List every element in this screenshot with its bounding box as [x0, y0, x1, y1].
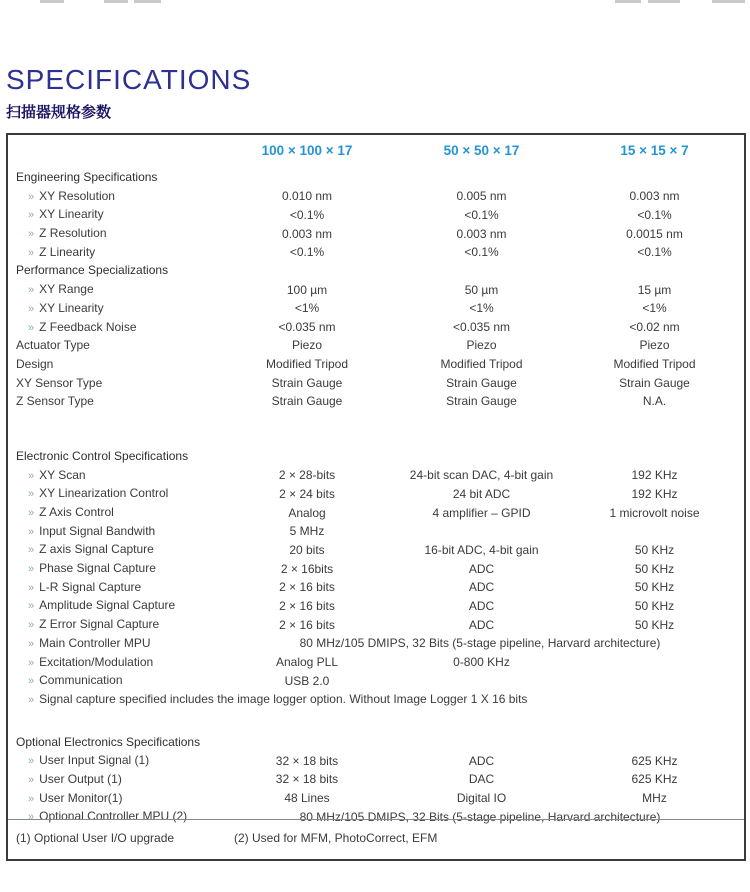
table-row — [8, 596, 744, 615]
cutoff-text-fragment — [134, 0, 161, 3]
spec-row-label: » Z Error Signal Capture — [28, 617, 160, 632]
bullet-icon: » — [28, 792, 35, 805]
table-row — [8, 522, 744, 541]
spec-value-cell: <0.035 nm — [278, 320, 336, 334]
spec-value-cell: DAC — [468, 772, 495, 787]
table-row — [8, 634, 744, 653]
column-header-15x15x7: 15 × 15 × 7 — [620, 143, 689, 158]
spec-value-cell: Piezo — [291, 338, 323, 353]
spec-row-label: » User Output (1) — [28, 771, 122, 786]
table-footnotes-row — [8, 819, 744, 859]
bullet-icon: » — [28, 637, 35, 650]
table-body — [8, 168, 744, 826]
spec-value-cell: <0.02 nm — [629, 320, 680, 334]
section-header-label: Engineering Specifications — [16, 170, 158, 184]
specifications-table — [6, 133, 746, 861]
section-header-label: Optional Electronics Specifications — [16, 734, 201, 749]
spec-value-cell: Strain Gauge — [446, 375, 517, 390]
spec-value-cell: 50 KHz — [634, 580, 675, 595]
spec-value-cell: Analog — [288, 505, 326, 520]
section-header-row — [8, 447, 744, 466]
table-row — [8, 299, 744, 318]
spec-value-cell: 50 KHz — [634, 598, 675, 613]
spec-value-cell: 2 × 24 bits — [279, 486, 335, 501]
spec-value-cell: 0.003 nm — [629, 189, 680, 204]
table-row — [8, 280, 744, 299]
spec-value-cell: 50 KHz — [634, 617, 675, 632]
spec-value-cell: <0.1% — [637, 245, 672, 260]
section-header-row — [8, 168, 744, 187]
table-row — [8, 770, 744, 789]
bullet-icon: » — [28, 656, 35, 669]
bullet-icon: » — [28, 811, 35, 824]
bullet-icon: » — [28, 619, 35, 632]
table-row — [8, 653, 744, 672]
bullet-icon: » — [28, 581, 35, 594]
bullet-icon: » — [28, 755, 35, 768]
table-row — [8, 578, 744, 597]
spec-row-label: Actuator Type — [16, 338, 90, 353]
footnote-1: (1) Optional User I/O upgrade — [16, 831, 175, 845]
spec-value-cell: 1 microvolt noise — [609, 505, 700, 520]
spec-value-cell: Digital IO — [456, 791, 507, 806]
bullet-icon: » — [28, 563, 35, 576]
table-row — [8, 224, 744, 243]
spec-row-label: Z Sensor Type — [16, 394, 94, 409]
spec-value-cell: <0.1% — [637, 207, 672, 222]
spec-value-cell: 48 Lines — [284, 791, 330, 806]
section-header-label: Electronic Control Specifications — [16, 448, 189, 463]
spec-row-label: » Z Resolution — [28, 226, 107, 241]
spec-value-cell: <1% — [642, 301, 667, 316]
spec-row-label: » Z axis Signal Capture — [28, 542, 154, 557]
section-header-row — [8, 261, 744, 280]
cutoff-text-fragment — [712, 0, 745, 3]
bullet-icon: » — [28, 544, 35, 557]
bullet-icon: » — [28, 693, 35, 706]
bullet-icon: » — [28, 284, 35, 297]
spec-value-cell: ADC — [468, 598, 495, 613]
spec-value-cell: 0.003 nm — [281, 226, 333, 241]
spec-value-cell: <0.1% — [289, 207, 325, 222]
table-row — [8, 671, 744, 690]
spec-value-cell: 50 µm — [464, 282, 499, 297]
page-title: SPECIFICATIONS — [6, 64, 252, 95]
spec-row-label: » Input Signal Bandwith — [28, 523, 156, 538]
spec-value-cell: 20 bits — [289, 542, 325, 557]
table-row — [8, 318, 744, 337]
table-row — [8, 466, 744, 485]
spec-row-label: » Z Linearity — [28, 244, 96, 259]
spec-value-cell: 0.010 nm — [281, 189, 333, 204]
table-row — [8, 615, 744, 634]
spec-value-cell: 32 × 18 bits — [275, 753, 339, 768]
spec-value-cell: 24 bit ADC — [452, 486, 511, 501]
spec-row-label: » XY Linearization Control — [28, 486, 169, 501]
spec-value-cell: <0.1% — [464, 245, 499, 260]
spec-value-cell: 2 × 16 bits — [279, 580, 335, 595]
spec-value-cell: N.A. — [642, 394, 667, 409]
spec-value-cell: Modified Tripod — [613, 356, 696, 371]
spec-row-label: Design — [16, 356, 54, 371]
table-row — [8, 205, 744, 224]
spec-value-cell: Modified Tripod — [265, 356, 349, 371]
section-gap — [8, 411, 744, 447]
label-column-header — [8, 143, 220, 163]
spec-value-cell: 15 µm — [637, 282, 672, 297]
spec-value-cell: 0.005 nm — [456, 189, 507, 204]
spec-value-cell: Strain Gauge — [446, 394, 517, 409]
table-row — [8, 243, 744, 262]
table-row — [8, 336, 744, 355]
table-row — [8, 484, 744, 503]
table-header-row — [8, 135, 744, 163]
column-header-50x50x17: 50 × 50 × 17 — [443, 143, 520, 158]
spec-value-cell: Piezo — [639, 338, 670, 353]
spec-row-label: » Z Axis Control — [28, 505, 114, 519]
footnote-2: (2) Used for MFM, PhotoCorrect, EFM — [234, 831, 438, 845]
spec-value-cell: 2 × 16bits — [280, 561, 334, 576]
spec-row-label: » Communication — [28, 673, 123, 688]
bullet-icon: » — [28, 675, 35, 688]
spec-value-cell: 5 MHz — [289, 524, 325, 539]
spec-value-cell: ADC — [468, 561, 495, 576]
page-subtitle-chinese: 扫描器规格参数 — [6, 104, 112, 121]
spec-value-cell: 2 × 16 bits — [279, 617, 335, 632]
spec-value-cell: 192 KHz — [631, 468, 678, 483]
spec-value-cell: 50 KHz — [634, 561, 675, 576]
spec-row-label: » XY Linearity — [28, 300, 104, 315]
spec-row-label: » Amplitude Signal Capture — [28, 598, 176, 613]
cutoff-text-fragment — [615, 0, 641, 3]
bullet-icon: » — [28, 246, 35, 259]
spec-row-label: » XY Resolution — [28, 188, 115, 203]
spec-value-cell: 2 × 16 bits — [279, 598, 335, 613]
spec-value-spanning: 80 MHz/105 DMIPS, 32 Bits (5-stage pipeline, Harvard architecture) — [299, 636, 661, 651]
column-header-100x100x17: 100 × 100 × 17 — [261, 143, 353, 158]
bullet-icon: » — [28, 228, 35, 241]
spec-row-label: XY Sensor Type — [16, 375, 103, 390]
spec-value-cell: ADC — [468, 617, 495, 632]
spec-value-cell: 4 amplifier – GPID — [432, 505, 531, 520]
bullet-icon: » — [28, 209, 35, 222]
spec-value-cell: Strain Gauge — [271, 375, 343, 390]
spec-row-label: » Optional Controller MPU (2) — [28, 809, 188, 824]
spec-value-cell: <0.035 nm — [452, 320, 511, 334]
spec-value-cell: Analog PLL — [275, 655, 339, 669]
spec-row-label: » XY Scan — [28, 467, 86, 482]
note-text: » Signal capture specified includes the image logger option. Without Image Logger 1 X 16 bits — [28, 691, 528, 706]
spec-value-cell: Strain Gauge — [271, 394, 343, 409]
spec-row-label: » Main Controller MPU — [28, 635, 151, 650]
bullet-icon: » — [28, 525, 35, 538]
spec-value-cell: <1% — [294, 301, 320, 316]
spec-value-cell: 0.0015 nm — [626, 226, 683, 241]
spec-row-label: » User Input Signal (1) — [28, 753, 150, 768]
spec-value-cell: 24-bit scan DAC, 4-bit gain — [409, 468, 554, 483]
table-row — [8, 540, 744, 559]
spec-value-cell: Piezo — [466, 338, 497, 353]
spec-value-cell: ADC — [468, 753, 495, 768]
spec-row-label: » User Monitor(1) — [28, 790, 123, 805]
section-gap — [8, 709, 744, 733]
table-note-row — [8, 690, 744, 709]
spec-value-spanning: 80 MHz/105 DMIPS, 32 Bits (5-stage pipeline, Harvard architecture) — [299, 809, 661, 824]
spec-value-cell: <0.1% — [464, 207, 499, 222]
spec-row-label: » Z Feedback Noise — [28, 319, 137, 334]
table-row — [8, 751, 744, 770]
bullet-icon: » — [28, 600, 35, 613]
spec-value-cell: 32 × 18 bits — [275, 772, 339, 787]
spec-value-cell: 50 KHz — [634, 542, 675, 557]
spec-row-label: » Excitation/Modulation — [28, 654, 154, 669]
spec-value-cell: <0.1% — [289, 245, 325, 260]
spec-value-cell: MHz — [642, 791, 667, 806]
bullet-icon: » — [28, 302, 35, 315]
table-row — [8, 392, 744, 411]
section-header-row — [8, 733, 744, 752]
table-row — [8, 503, 744, 522]
cutoff-text-fragment — [648, 0, 680, 3]
bullet-icon: » — [28, 190, 35, 203]
spec-value-cell: Strain Gauge — [619, 375, 690, 390]
spec-row-label: » L-R Signal Capture — [28, 579, 142, 594]
spec-value-cell: 100 µm — [286, 282, 328, 297]
table-row — [8, 355, 744, 374]
spec-row-label: » XY Range — [28, 282, 94, 297]
bullet-icon: » — [28, 507, 35, 519]
spec-value-cell: 16-bit ADC, 4-bit gain — [424, 542, 539, 557]
bullet-icon: » — [28, 321, 35, 334]
spec-row-label: » Phase Signal Capture — [28, 561, 156, 576]
table-row — [8, 374, 744, 393]
bullet-icon: » — [28, 488, 35, 501]
table-row — [8, 187, 744, 206]
bullet-icon: » — [28, 773, 35, 786]
spec-value-cell: Modified Tripod — [440, 356, 523, 371]
spec-value-cell: USB 2.0 — [284, 673, 330, 688]
spec-value-cell: 625 KHz — [631, 772, 678, 787]
bullet-icon: » — [28, 469, 35, 482]
cutoff-text-fragment — [104, 0, 128, 3]
spec-value-cell: 2 × 28-bits — [278, 468, 336, 483]
table-row — [8, 789, 744, 808]
spec-value-cell: <1% — [469, 301, 494, 316]
spec-value-cell: 0-800 KHz — [453, 655, 510, 669]
spec-value-cell: 625 KHz — [631, 753, 678, 768]
section-header-label: Performance Specializations — [16, 263, 169, 278]
spec-value-cell: 192 KHz — [631, 486, 678, 501]
spec-row-label: » XY Linearity — [28, 207, 104, 222]
spec-value-cell: ADC — [468, 580, 495, 595]
spec-value-cell: 0.003 nm — [456, 226, 507, 241]
cutoff-text-fragment — [40, 0, 64, 3]
table-row — [8, 559, 744, 578]
